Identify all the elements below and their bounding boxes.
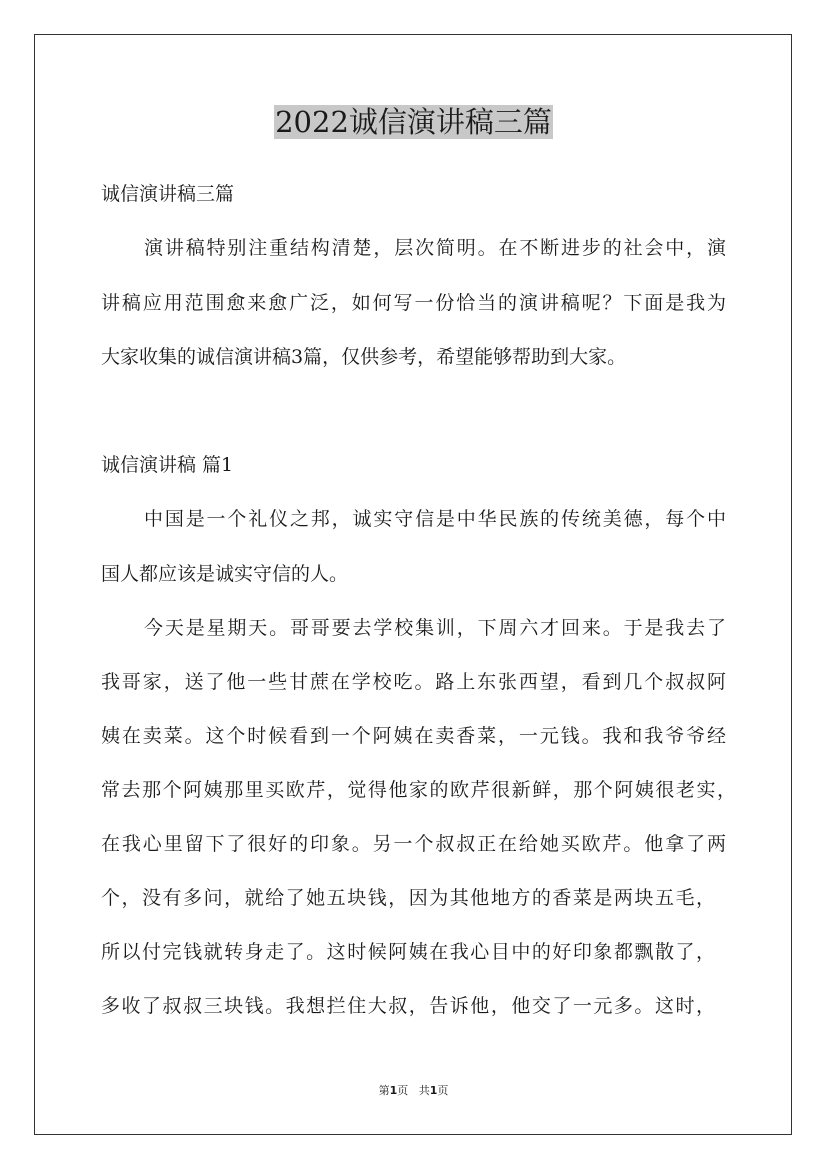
paragraph-line: 所以付完钱就转身走了。这时候阿姨在我心目中的好印象都飘散了， [101, 941, 715, 963]
paragraph-line: 在我心里留下了很好的印象。另一个叔叔正在给她买欧芹。他拿了两 [101, 833, 726, 855]
footer-total-suffix: 页 [437, 1084, 449, 1097]
footer-page-suffix: 页 [397, 1084, 409, 1097]
paragraph-line: 中国是一个礼仪之邦，诚实守信是中华民族的传统美德，每个中 [144, 508, 726, 530]
footer-page-prefix: 第 [378, 1084, 390, 1097]
paragraph-line: 姨在卖菜。这个时候看到一个阿姨在卖香菜，一元钱。我和我爷爷经 [101, 725, 726, 747]
paragraph-line: 今天是星期天。哥哥要去学校集训，下周六才回来。于是我去了 [144, 617, 726, 639]
document-title [0, 102, 827, 142]
section-heading: 诚信演讲稿 篇1 [101, 454, 234, 476]
paragraph-line: 个，没有多问，就给了她五块钱，因为其他地方的香菜是两块五毛， [101, 887, 715, 909]
paragraph-line: 我哥家，送了他一些甘蔗在学校吃。路上东张西望，看到几个叔叔阿 [101, 671, 726, 693]
paragraph-line: 多收了叔叔三块钱。我想拦住大叔，告诉他，他交了一元多。这时， [101, 995, 715, 1017]
intro-line: 讲稿应用范围愈来愈广泛，如何写一份恰当的演讲稿呢？下面是我为 [101, 292, 726, 314]
intro-line: 演讲稿特别注重结构清楚，层次简明。在不断进步的社会中，演 [144, 237, 726, 259]
paragraph-line: 国人都应该是诚实守信的人。 [101, 563, 349, 585]
document-title-text: 2022诚信演讲稿三篇 [275, 105, 552, 139]
footer-total-number: 1 [429, 1084, 438, 1097]
footer-page-number: 1 [389, 1084, 398, 1097]
footer-total-prefix: 共 [418, 1084, 430, 1097]
intro-line: 大家收集的诚信演讲稿3篇，仅供参考，希望能够帮助到大家。 [101, 346, 627, 368]
paragraph-line: 常去那个阿姨那里买欧芹，觉得他家的欧芹很新鲜，那个阿姨很老实， [101, 779, 736, 801]
document-subtitle: 诚信演讲稿三篇 [101, 183, 235, 205]
page-footer [0, 1083, 827, 1099]
